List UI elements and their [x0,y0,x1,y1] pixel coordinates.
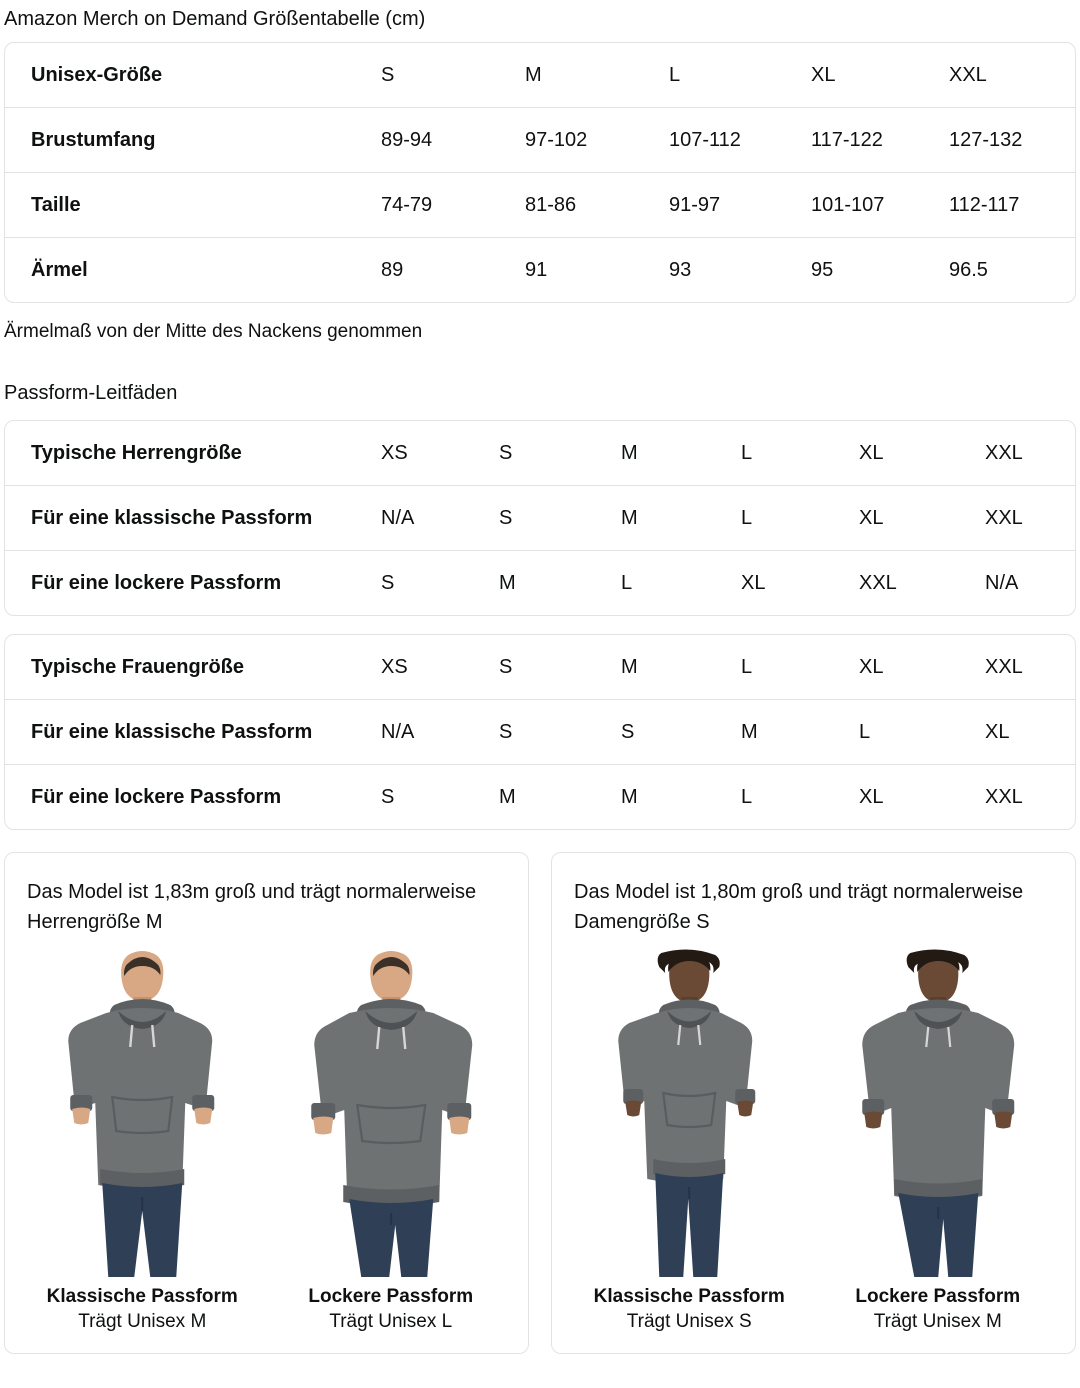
table-cell: M [621,656,638,678]
table-cell: 101-107 [811,173,949,238]
row-label: Unisex-Größe [31,64,163,86]
table-cell: L [741,656,753,678]
table-cell: XS [381,442,408,464]
table-cell: M [621,442,638,464]
fit-guides-label: Passform-Leitfäden [4,382,178,404]
table-cell: N/A [381,486,499,551]
table-cell: XXL [949,64,987,86]
table-cell: S [499,442,513,464]
table-cell: M [741,700,859,765]
row-label: Typische Frauengröße [31,656,245,678]
table-row [5,238,1076,303]
model-cards-row [4,852,1076,1354]
table-row [5,635,1076,700]
size-table-card [4,42,1076,303]
table-row [5,108,1076,173]
table-row [5,43,1076,108]
figure-subtitle: Trägt Unisex S [626,1311,752,1332]
figure-title: Klassische Passform [593,1286,785,1307]
table-cell: XXL [859,551,985,616]
table-row [5,700,1076,765]
fit-table-men-card [4,420,1076,616]
table-cell: 96.5 [949,238,1076,303]
size-table [5,43,1076,302]
figure-subtitle: Trägt Unisex L [329,1311,453,1332]
table-cell: M [525,64,542,86]
figure-group [27,947,506,1335]
table-cell: N/A [381,700,499,765]
table-cell: N/A [985,551,1076,616]
table-cell: XL [859,486,985,551]
table-cell: XL [859,656,884,678]
table-cell: XXL [985,656,1023,678]
table-cell: 127-132 [949,108,1076,173]
row-label: Taille [5,173,381,238]
table-cell: 91 [525,238,669,303]
table-cell: 117-122 [811,108,949,173]
table-row [5,173,1076,238]
row-label: Brustumfang [5,108,381,173]
table-cell: S [621,700,741,765]
table-cell: S [381,551,499,616]
model-card-women [551,852,1076,1354]
figure-women-classic [574,947,805,1335]
figure-title: Klassische Passform [46,1286,238,1307]
male-classic-fit-hoodie-image [27,947,258,1277]
table-cell: S [499,656,513,678]
figure-group [574,947,1053,1335]
model-caption: Das Model ist 1,80m groß und trägt normalerweise Damengröße S [574,881,1024,933]
fit-table-women [5,635,1076,829]
table-cell: S [381,765,499,830]
fit-table-women-card [4,634,1076,830]
table-cell: 91-97 [669,173,811,238]
table-row [5,421,1076,486]
table-cell: S [381,64,395,86]
table-cell: XXL [985,486,1076,551]
fit-table-men [5,421,1076,615]
table-cell: M [621,486,741,551]
table-cell: M [499,551,621,616]
table-cell: L [741,442,753,464]
table-cell: S [499,486,621,551]
table-cell: 112-117 [949,173,1076,238]
table-cell: 89 [381,238,525,303]
table-row [5,486,1076,551]
row-label: Für eine lockere Passform [5,765,381,830]
figure-women-loose [823,947,1054,1335]
table-cell: XL [859,442,884,464]
table-cell: L [859,700,985,765]
table-row [5,551,1076,616]
row-label: Für eine lockere Passform [5,551,381,616]
table-cell: 97-102 [525,108,669,173]
table-cell: 95 [811,238,949,303]
table-cell: S [499,700,621,765]
spacer [0,616,1080,634]
figure-title: Lockere Passform [855,1286,1021,1307]
table-cell: XL [811,64,836,86]
table-cell: L [621,551,741,616]
table-cell: L [741,486,859,551]
figure-men-classic [27,947,258,1335]
table-cell: XS [381,656,408,678]
table-cell: XL [985,700,1076,765]
table-cell: 74-79 [381,173,525,238]
table-cell: L [741,765,859,830]
row-label: Für eine klassische Passform [5,700,381,765]
table-cell: XL [741,551,859,616]
female-loose-fit-hoodie-image [823,947,1054,1277]
table-cell: 107-112 [669,108,811,173]
model-caption: Das Model ist 1,83m groß und trägt normalerweise Herrengröße M [27,881,477,933]
table-cell: XXL [985,765,1076,830]
table-cell: 89-94 [381,108,525,173]
table-cell: 93 [669,238,811,303]
table-cell: M [621,765,741,830]
table-cell: L [669,64,681,86]
table-cell: XL [859,765,985,830]
male-loose-fit-hoodie-image [276,947,507,1277]
figure-title: Lockere Passform [308,1286,474,1307]
female-classic-fit-hoodie-image [574,947,805,1277]
sleeve-measurement-note: Ärmelmaß von der Mitte des Nackens genommen [4,321,423,342]
table-cell: XXL [985,442,1023,464]
table-cell: 81-86 [525,173,669,238]
page-title: Amazon Merch on Demand Größentabelle (cm) [4,8,426,30]
row-label: Typische Herrengröße [31,442,242,464]
figure-men-loose [276,947,507,1335]
row-label: Ärmel [5,238,381,303]
table-row [5,765,1076,830]
row-label: Für eine klassische Passform [5,486,381,551]
figure-subtitle: Trägt Unisex M [78,1311,207,1332]
figure-subtitle: Trägt Unisex M [873,1311,1002,1332]
model-card-men [4,852,529,1354]
table-cell: M [499,765,621,830]
